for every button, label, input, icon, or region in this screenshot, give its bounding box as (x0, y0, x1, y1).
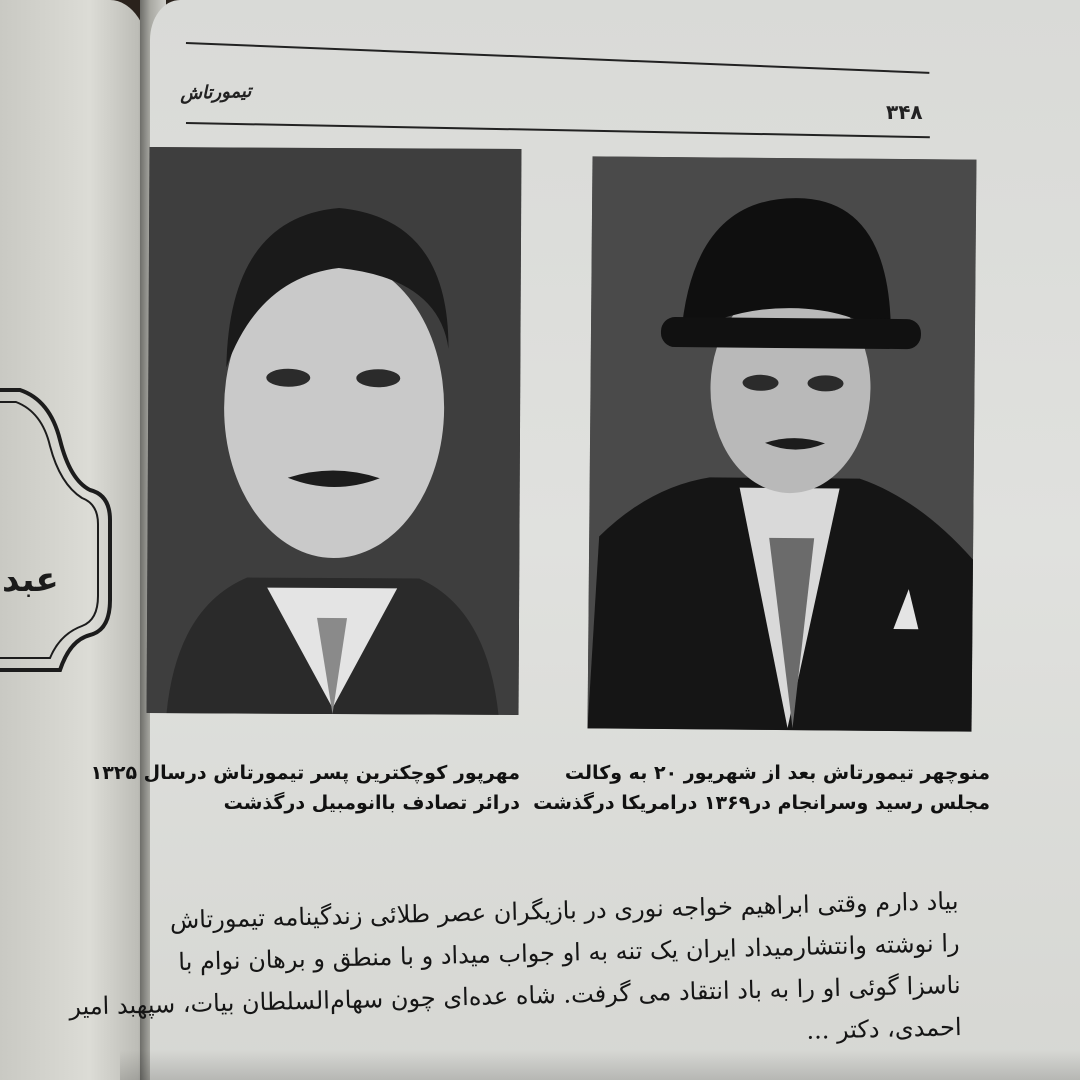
photo-caption-right (533, 758, 990, 818)
caption-line: منوچهر تیمورتاش بعد از شهریور ۲۰ به وکالت (564, 762, 990, 784)
portrait-photo-manouchehr (588, 156, 977, 731)
body-line: احمدی، دکتر ... (806, 1012, 962, 1045)
caption-line: مهرپور کوچکترین پسر تیمورتاش درسال ۱۳۲۵ (90, 762, 520, 784)
ornamental-frame (0, 380, 130, 680)
body-line: ناسزا گوئی او را به باد انتقاد می گرفت. شاه عده‌ای چون سهام‌السلطان بیات، سپهبد امیر (68, 970, 961, 1021)
body-line: را نوشته وانتشارمیداد ایران یک تنه به او جواب میداد و با منطق و برهان نوام با (177, 928, 960, 977)
left-page (0, 0, 150, 1080)
body-line: بیاد دارم وقتی ابراهیم خواجه نوری در بازیگران عصر طلائی زندگینامه تیمورتاش (169, 886, 959, 935)
body-paragraph (68, 880, 962, 1068)
page-number: ۳۴۸ (886, 100, 923, 124)
caption-line: مجلس رسید وسرانجام در۱۳۶۹ درامریکا درگذشت (533, 792, 990, 814)
photo-caption-left (90, 758, 520, 818)
portrait-illustration (147, 147, 522, 715)
running-head: تیمورتاش (179, 80, 252, 105)
caption-line: درائر تصادف باانومبیل درگذشت (223, 792, 520, 814)
page-shadow (120, 1050, 1080, 1080)
portrait-photo-mehrpour (147, 147, 522, 715)
portrait-illustration (588, 156, 977, 731)
left-page-text-fragment: عبد (2, 560, 59, 600)
